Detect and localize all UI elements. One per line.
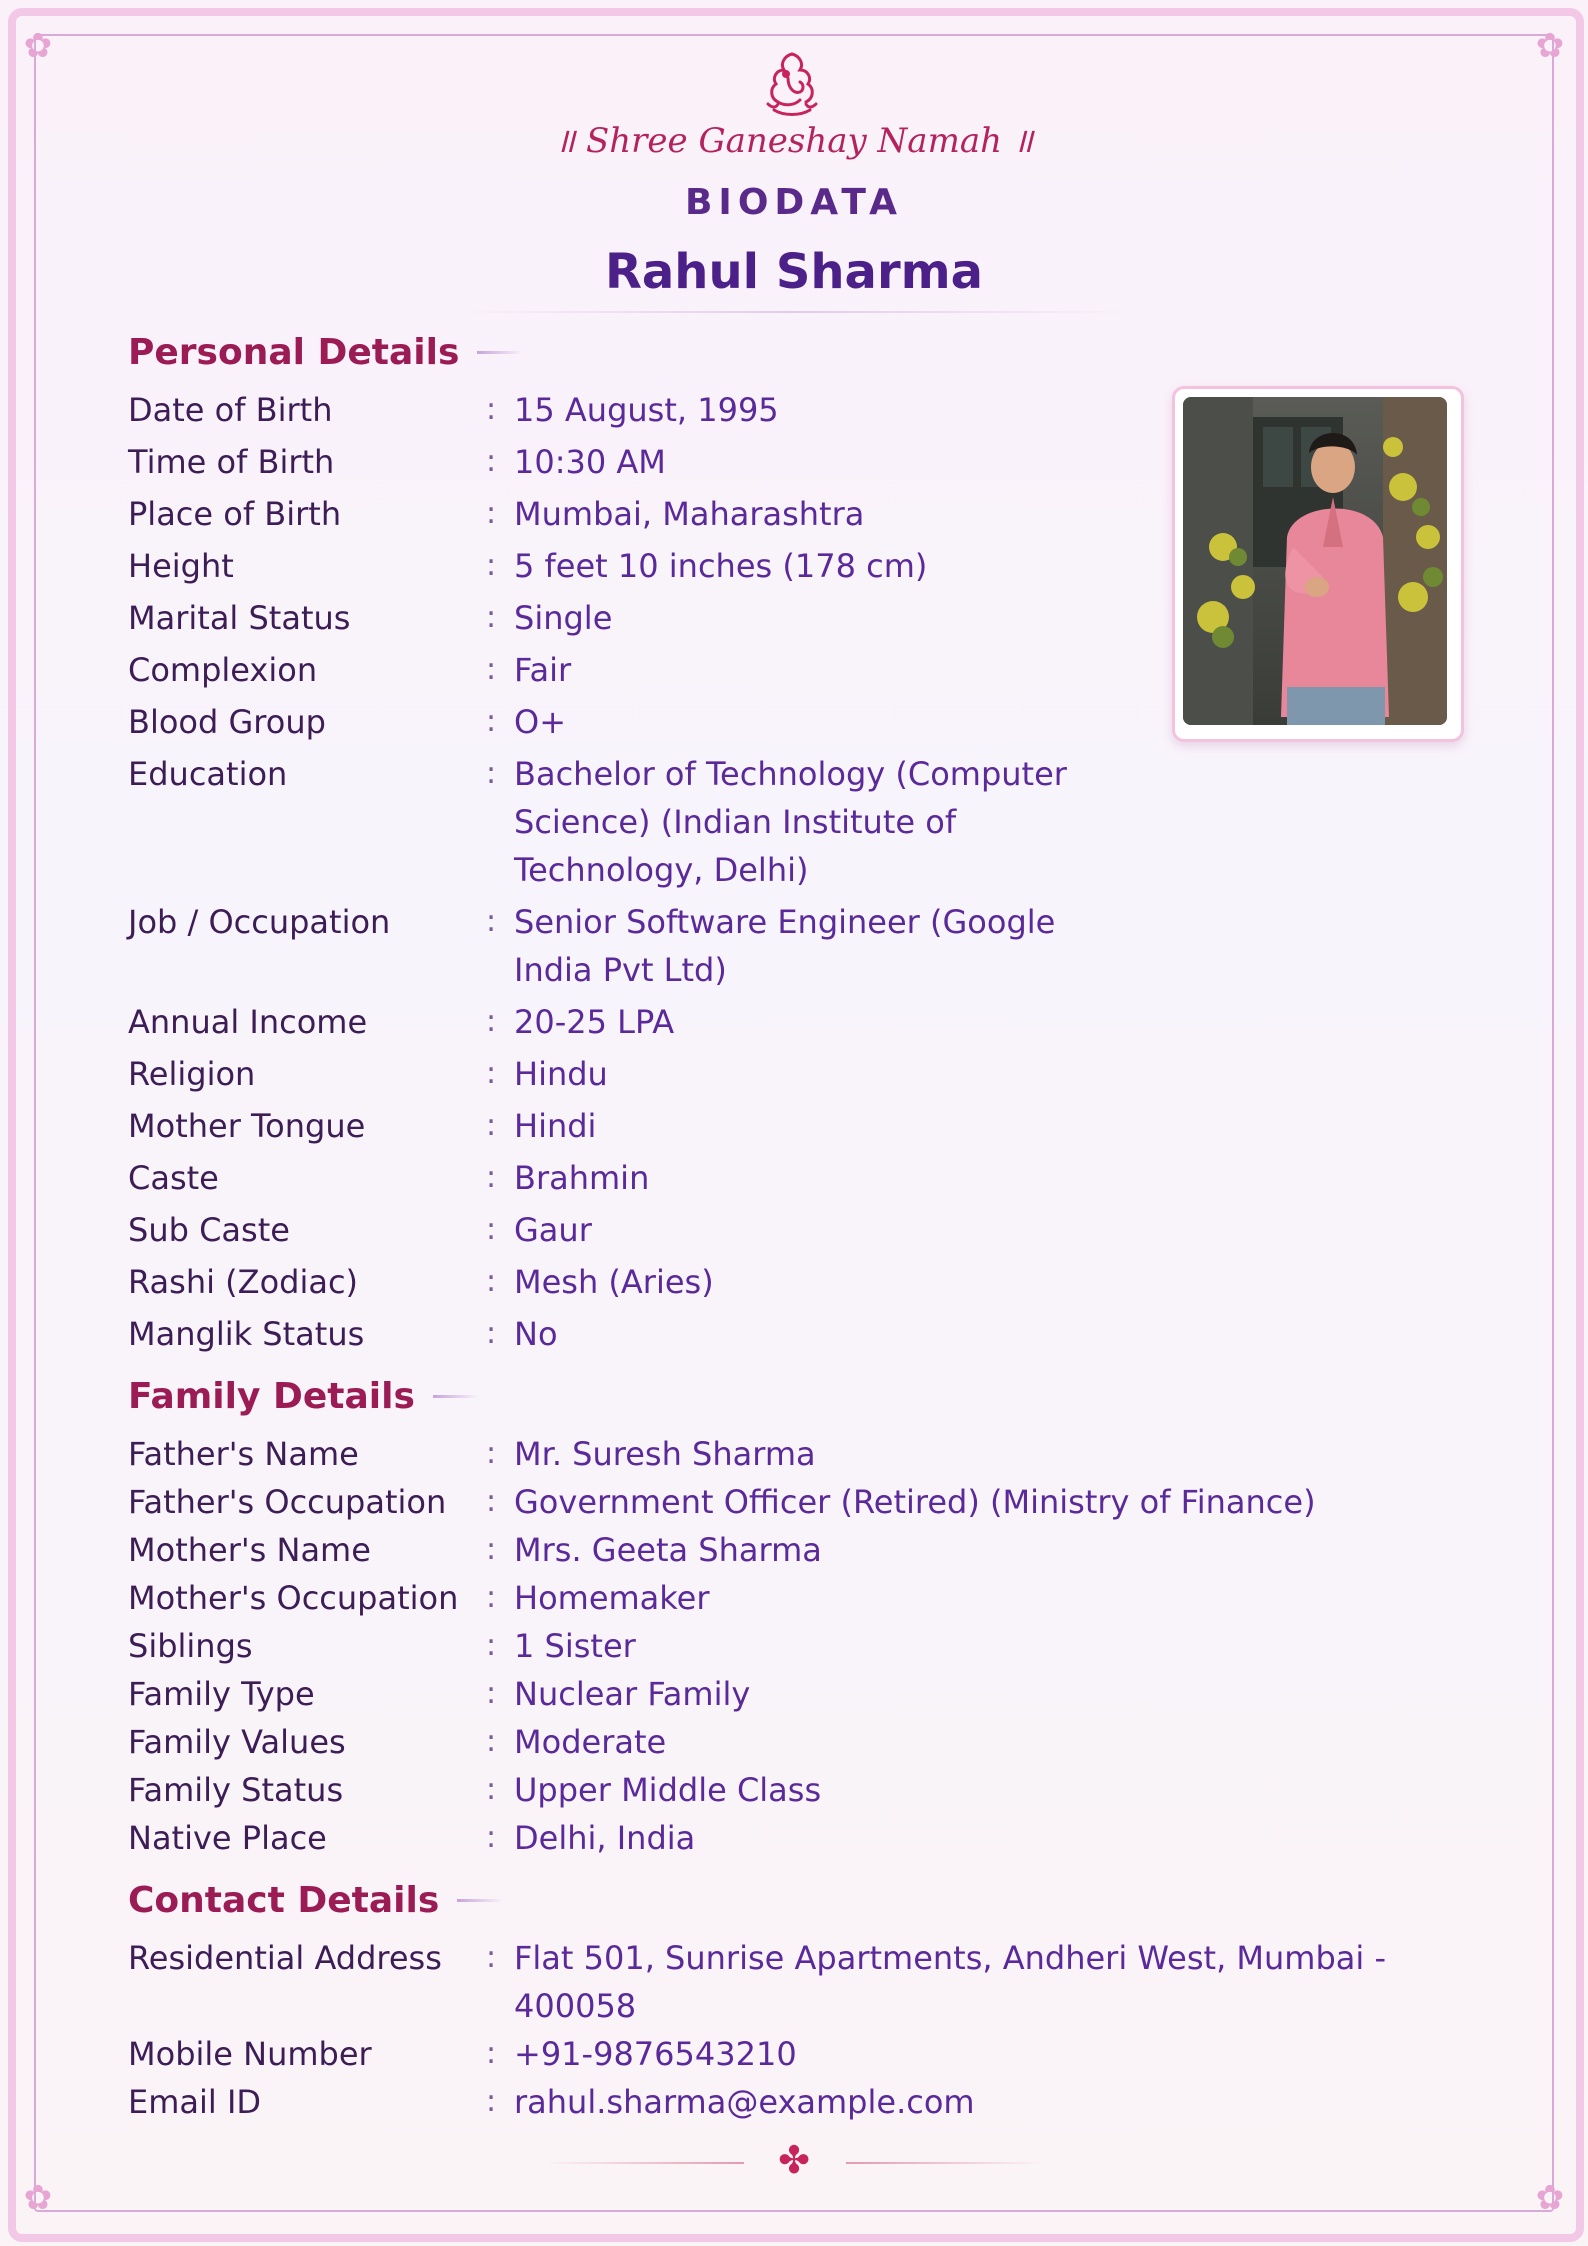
field-value: Senior Software Engineer (Google India Pvt Ltd)	[514, 903, 1056, 989]
field-label: Native Place	[128, 1819, 327, 1857]
field-separator: :	[486, 2084, 497, 2119]
field-label: Mother Tongue	[128, 1107, 366, 1145]
corner-flower-icon: ✿	[1535, 2178, 1565, 2218]
field-value: Moderate	[514, 1723, 667, 1761]
section-title-family	[128, 1374, 479, 1418]
field-value: Bachelor of Technology (Computer Science) (Indian Institute of Technology, Delhi)	[514, 755, 1067, 889]
field-separator: :	[486, 1056, 497, 1091]
field-label: Manglik Status	[128, 1315, 365, 1353]
profile-photo	[1183, 397, 1447, 725]
field-separator: :	[486, 1264, 497, 1299]
field-value: 10:30 AM	[514, 443, 666, 481]
field-separator: :	[486, 600, 497, 635]
field-separator: :	[486, 1628, 497, 1663]
field-label: Religion	[128, 1055, 256, 1093]
field-value: rahul.sharma@example.com	[514, 2083, 975, 2121]
section-title-personal	[128, 330, 523, 374]
field-separator: :	[486, 1484, 497, 1519]
field-label: Sub Caste	[128, 1211, 290, 1249]
field-separator: :	[486, 496, 497, 531]
field-value: Fair	[514, 651, 572, 689]
field-label: Time of Birth	[128, 443, 335, 481]
section-dash	[457, 1899, 503, 1902]
field-value: Brahmin	[514, 1159, 650, 1197]
field-label: Email ID	[128, 2083, 262, 2121]
title-divider	[454, 311, 1134, 313]
field-value: Flat 501, Sunrise Apartments, Andheri West, Mumbai - 400058	[514, 1939, 1386, 2025]
field-separator: :	[486, 392, 497, 427]
field-value: +91-9876543210	[514, 2035, 797, 2073]
field-separator: :	[486, 1004, 497, 1039]
field-label: Education	[128, 755, 288, 793]
field-label: Date of Birth	[128, 391, 333, 429]
field-separator: :	[486, 1108, 497, 1143]
field-separator: :	[486, 2036, 497, 2071]
corner-flower-icon: ✿	[23, 26, 53, 66]
field-separator: :	[486, 1772, 497, 1807]
document-title: BIODATA	[684, 182, 903, 223]
field-label: Father's Name	[128, 1435, 359, 1473]
field-separator: :	[486, 1940, 497, 1975]
field-value: Single	[514, 599, 613, 637]
field-value: Gaur	[514, 1211, 592, 1249]
section-title-text: Personal Details	[128, 331, 460, 373]
field-label: Place of Birth	[128, 495, 342, 533]
corner-flower-icon: ✿	[23, 2178, 53, 2218]
field-label: Mother's Name	[128, 1531, 371, 1569]
profile-photo-frame	[1172, 386, 1464, 742]
field-value: Mesh (Aries)	[514, 1263, 714, 1301]
ganesha-icon	[754, 48, 830, 124]
section-dash	[477, 351, 523, 354]
field-separator: :	[486, 704, 497, 739]
field-value: 1 Sister	[514, 1627, 636, 1665]
field-separator: :	[486, 1820, 497, 1855]
field-separator: :	[486, 1532, 497, 1567]
corner-flower-icon: ✿	[1535, 26, 1565, 66]
field-label: Family Type	[128, 1675, 315, 1713]
field-value: Mumbai, Maharashtra	[514, 495, 865, 533]
field-label: Family Status	[128, 1771, 344, 1809]
field-separator: :	[486, 904, 497, 939]
field-label: Residential Address	[128, 1939, 442, 1977]
field-label: Job / Occupation	[128, 903, 391, 941]
field-label: Mother's Occupation	[128, 1579, 459, 1617]
field-separator: :	[486, 756, 497, 791]
footer-flower-icon: ✤	[778, 2138, 810, 2182]
field-separator: :	[486, 1212, 497, 1247]
field-label: Father's Occupation	[128, 1483, 447, 1521]
field-value: Mr. Suresh Sharma	[514, 1435, 816, 1473]
section-title-text: Contact Details	[128, 1879, 440, 1921]
section-dash	[433, 1395, 479, 1398]
field-label: Rashi (Zodiac)	[128, 1263, 359, 1301]
field-separator: :	[486, 1316, 497, 1351]
field-separator: :	[486, 1436, 497, 1471]
field-separator: :	[486, 1676, 497, 1711]
field-separator: :	[486, 548, 497, 583]
field-label: Family Values	[128, 1723, 346, 1761]
invocation-text: ॥ Shree Ganeshay Namah ॥	[554, 121, 1034, 161]
person-name: Rahul Sharma	[604, 244, 984, 300]
field-separator: :	[486, 444, 497, 479]
field-separator: :	[486, 1160, 497, 1195]
footer-divider	[544, 2162, 744, 2164]
field-value: Hindu	[514, 1055, 608, 1093]
footer-divider	[846, 2162, 1046, 2164]
field-value: No	[514, 1315, 558, 1353]
field-value: Delhi, India	[514, 1819, 696, 1857]
field-label: Caste	[128, 1159, 219, 1197]
field-separator: :	[486, 1580, 497, 1615]
field-value: Upper Middle Class	[514, 1771, 822, 1809]
field-label: Annual Income	[128, 1003, 368, 1041]
section-title-text: Family Details	[128, 1375, 415, 1417]
field-value: Hindi	[514, 1107, 597, 1145]
field-label: Mobile Number	[128, 2035, 372, 2073]
field-label: Marital Status	[128, 599, 351, 637]
field-separator: :	[486, 652, 497, 687]
field-value: O+	[514, 703, 566, 741]
field-value: Nuclear Family	[514, 1675, 751, 1713]
field-label: Height	[128, 547, 234, 585]
field-separator: :	[486, 1724, 497, 1759]
field-label: Siblings	[128, 1627, 253, 1665]
field-label: Complexion	[128, 651, 318, 689]
section-title-contact	[128, 1878, 503, 1922]
field-value: Mrs. Geeta Sharma	[514, 1531, 822, 1569]
field-value: 20-25 LPA	[514, 1003, 675, 1041]
field-label: Blood Group	[128, 703, 326, 741]
field-value: Homemaker	[514, 1579, 710, 1617]
field-value: 15 August, 1995	[514, 391, 779, 429]
field-value: 5 feet 10 inches (178 cm)	[514, 547, 928, 585]
field-value: Government Officer (Retired) (Ministry of Finance)	[514, 1483, 1316, 1521]
